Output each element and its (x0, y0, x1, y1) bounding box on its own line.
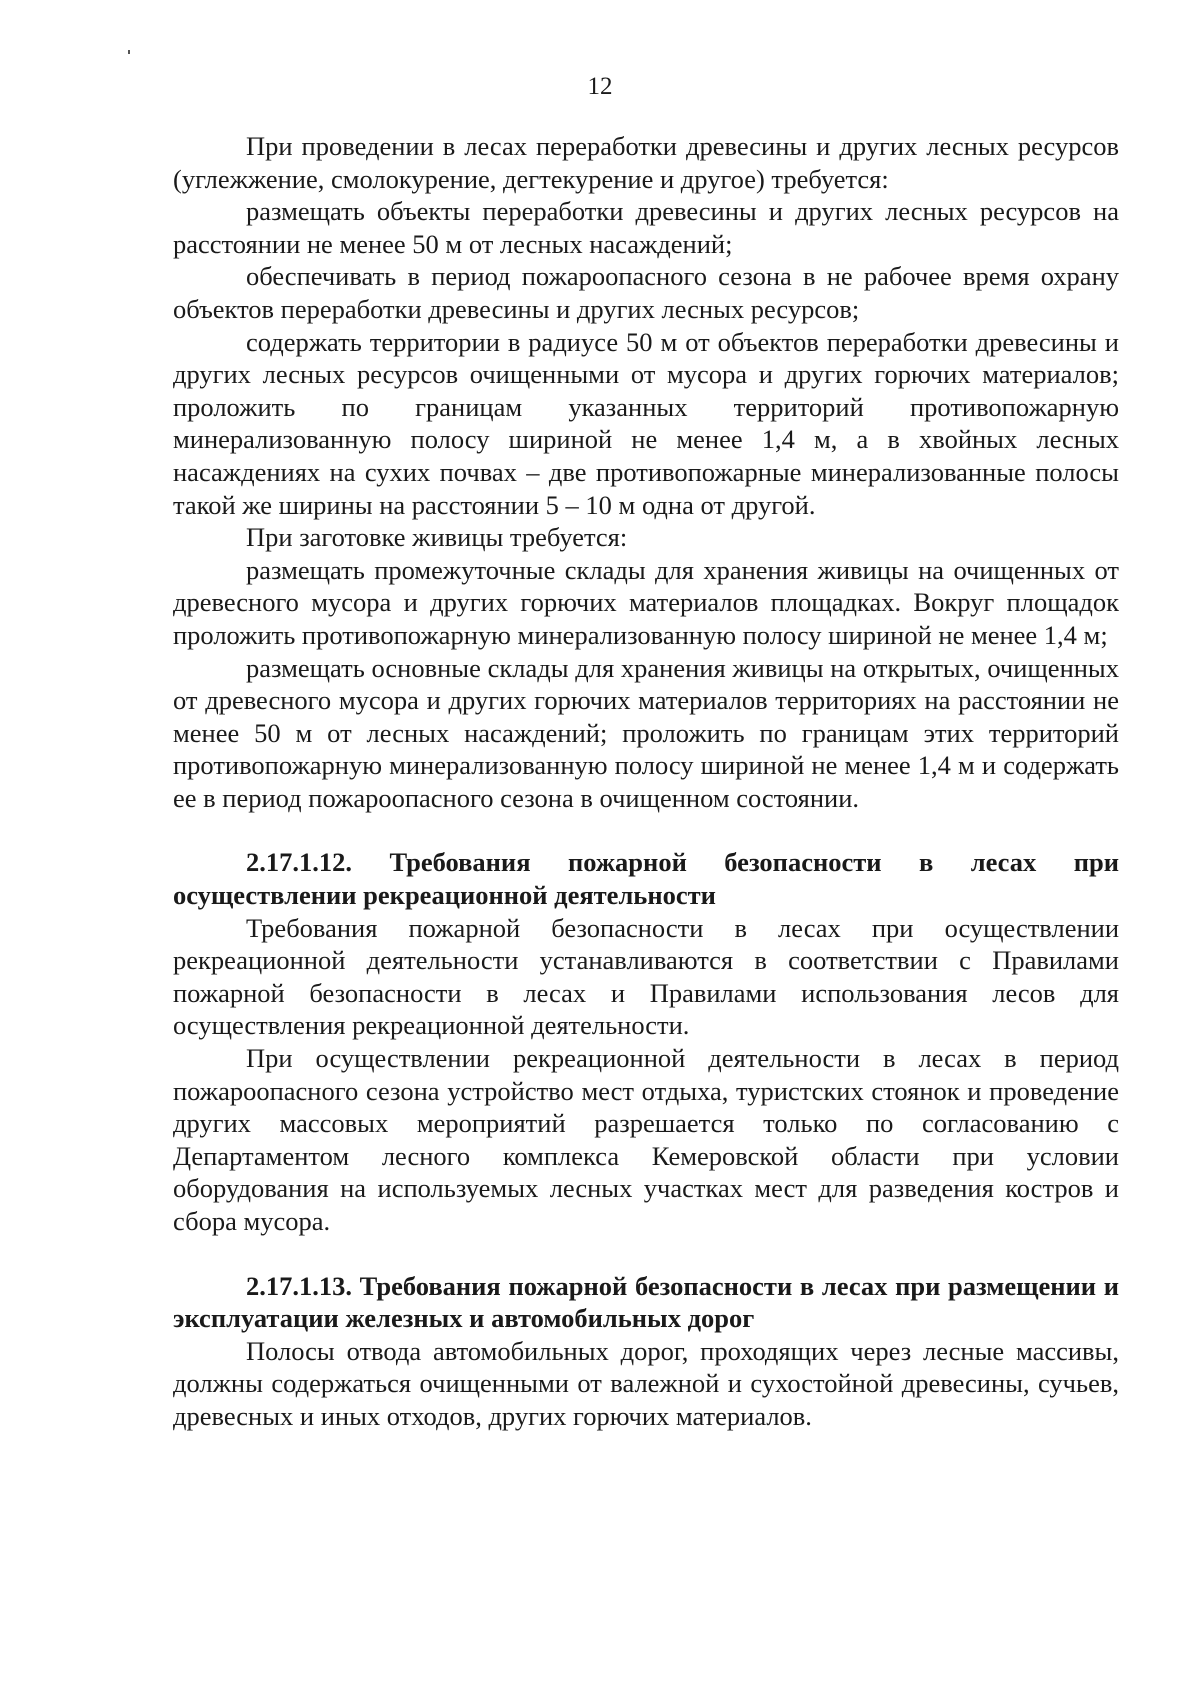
paragraph: обеспечивать в период пожароопасного сезона в не рабочее время охрану объектов переработки древесины и других лесных ресурсов; (173, 261, 1119, 324)
document-body (173, 130, 1119, 1433)
paragraph: При проведении в лесах переработки древесины и других лесных ресурсов (углежжение, смолокурение, дегтекурение и другое) требуется: (173, 131, 1119, 194)
paragraph: При осуществлении рекреационной деятельности в лесах в период пожароопасного сезона устройство мест отдыха, туристских стоянок и проведение других массовых мероприятий разрешается только по согласованию с Департаментом лесного комплекса Кемеровской области при условии оборудования на используемых лесных участках мест для разведения костров и сбора мусора. (173, 1043, 1119, 1236)
section-heading-2-17-1-13: 2.17.1.13. Требования пожарной безопасности в лесах при размещении и эксплуатации железных и автомобильных дорог (173, 1270, 1119, 1334)
paragraph: размещать основные склады для хранения живицы на открытых, очищенных от древесного мусора и других горючих материалов территориях на расстоянии не менее 50 м от лесных насаждений; проложить по границам этих территорий противопожарную минерализованную полосу шириной не менее 1,4 м и содержать ее в период пожароопасного сезона в очищенном состоянии. (173, 652, 1119, 813)
paragraph: Полосы отвода автомобильных дорог, проходящих через лесные массивы, должны содержаться очищенными от валежной и сухостойной древесины, сучьев, древесных и иных отходов, других горючих материалов. (173, 1335, 1119, 1431)
page-number: 12 (587, 73, 613, 100)
scan-speck (128, 50, 130, 54)
section-heading-2-17-1-12: 2.17.1.12. Требования пожарной безопасности в лесах при осуществлении рекреационной деятельности (173, 847, 1119, 911)
paragraph: Требования пожарной безопасности в лесах при осуществлении рекреационной деятельности устанавливаются в соответствии с Правилами пожарной безопасности в лесах и Правилами использования лесов для осуществления рекреационной деятельности. (173, 912, 1119, 1041)
paragraph: размещать объекты переработки древесины и других лесных ресурсов на расстоянии не менее 50 м от лесных насаждений; (173, 196, 1119, 259)
paragraph: При заготовке живицы требуется: (246, 522, 628, 553)
paragraph: содержать территории в радиусе 50 м от объектов переработки древесины и других лесных ресурсов очищенными от мусора и других горючих материалов; проложить по границам указанных территорий противопожарную минерализованную полосу шириной не менее 1,4 м, а в хвойных лесных насаждениях на сухих почвах – две противопожарные минерализованные полосы такой же ширины на расстоянии 5 – 10 м одна от другой. (173, 326, 1119, 520)
paragraph: размещать промежуточные склады для хранения живицы на очищенных от древесного мусора и других горючих материалов площадках. Вокруг площадок проложить противопожарную минерализованную полосу шириной не менее 1,4 м; (173, 554, 1119, 650)
